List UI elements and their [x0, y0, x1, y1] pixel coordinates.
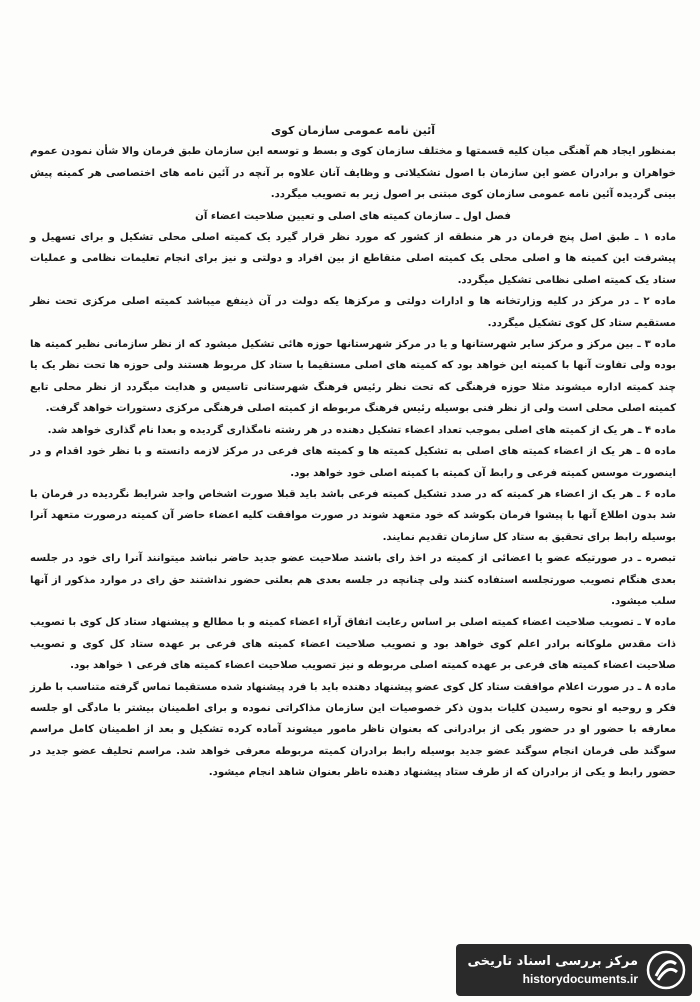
- article-6: ماده ۶ ـ هر یک از اعضاء هر کمیته که در صدد تشکیل کمیته فرعی باشد باید قبلا صورت اشخاص واجد شرایط نگردیده در فرمان با شد بدون اطلاع آنها با پیشوا فرمان بکوشد که خود متعهد شوند در صورت موافقت کلیه اعضاء حاضر آن کمیته درصورت متعهد آنرا بوسیله رابط برای تحقیق به ستاد کل سازمان تقدیم نمایند.: [30, 488, 676, 543]
- chapter-heading: فصل اول ـ سازمان کمیته های اصلی و تعیین صلاحیت اعضاء آن: [195, 210, 511, 222]
- watermark-text: [468, 953, 639, 987]
- article-3: ماده ۳ ـ بین مرکز و مرکز سایر شهرستانها و یا در مرکز شهرستانها حوزه هائی تشکیل میشود که از نظر سازمانی نظیر کمیته ها بوده ولی تفاوت آنها با کمیته این خواهد بود که کمیته های اصلی مستقیما با ستاد کل مربوط هستند ولی حوزه ها تحت نظر یک یا چند کمیته اداره میشوند مثلا حوزه فرهنگی که تحت نظر رئیس فرهنگ شهرستانی تاسیس و هدایت میگردد از نظر محلی تابع کمیته اصلی محلی است ولی از نظر فنی بوسیله رئیس فرهنگ مربوطه از کمیته اصلی فرهنگی مرکزی دستورات خواهد گرفت.: [30, 339, 677, 415]
- article-8: ماده ۸ ـ در صورت اعلام موافقت ستاد کل کوی عضو پیشنهاد دهنده باید با فرد پیشنهاد شده مستقیما تماس گرفته متناسب با طرز فکر و روحیه او نحوه رسیدن کلیات بدون ذکر خصوصیات این سازمان مذاکراتی نموده و برای اطمینان بیشتر با مادگی او جلسه معارفه با حضور او در حضور یکی از برادرانی که بعنوان ناظر مامور میشوند آماده کرده تشکیل و بعد از اطمینان کامل مراسم سوگند طی فرمان انجام سوگند عضو جدید بوسیله رابط برادران کمیته مربوطه معرفی خواهد شد. مراسم تحلیف عضو جدید در حضور رابط و یکی از برادران که از طرف ستاد پیشنهاد دهنده ناظر بعنوان شاهد انجام میشود.: [30, 681, 677, 779]
- archive-logo-icon: [646, 950, 686, 990]
- article-2: ماده ۲ ـ در مرکز در کلیه وزارتخانه ها و ادارات دولتی و مرکزها یکه دولت در آن ذینفع میباشد کمیته اصلی مرکزی تحت نظر مستقیم ستاد کل کوی تشکیل میگردد.: [30, 296, 676, 329]
- article-4: ماده ۴ ـ هر یک از کمیته های اصلی بموجب تعداد اعضاء تشکیل دهنده در هر رشته نامگذاری گردیده و بعدا نام گذاری خواهد شد.: [47, 424, 676, 436]
- article-1: ماده ۱ ـ طبق اصل پنج فرمان در هر منطقه از کشور که مورد نظر قرار گیرد یک کمیته اصلی محلی تشکیل و برای تسهیل و پیشرفت این کمیته ها و اصلی محلی یک کمیته اصلی متقاطع از بین افراد و دولتی و نیز برای انجام تعلیمات نظامی و عملیات ستاد یک کمیته اصلی نظامی تشکیل میگردد.: [30, 232, 677, 286]
- document-title: آئین نامه عمومی سازمان کوی: [270, 124, 436, 137]
- archive-watermark: [456, 944, 692, 996]
- note-paragraph: تبصره ـ در صورتیکه عضو یا اعضائی از کمیته در اخذ رای باشند صلاحیت عضو جدید حاضر نباشد میتوانند آنرا رای خود در جلسه بعدی هنگام تصویب صورتجلسه استفاده کنند ولی چنانچه در جلسه بعدی هم بعلتی حضور نداشتند حق رای در موارد مذکور از آنها سلب میشود.: [30, 553, 676, 607]
- watermark-name: مرکز بررسی اسناد تاریخی: [467, 954, 638, 969]
- paragraph-intro: بمنظور ایجاد هم آهنگی میان کلیه قسمتها و مختلف سازمان کوی و بسط و توسعه این سازمان طبق فرمان والا شأن نمودن عموم خواهران و برادران عضو این سازمان با اصول تشکیلاتی و وظایف آنان علاوه بر آنچه در آئین نامه های اختصاصی هر کمیته پیش بینی گردیده آئین نامه عمومی سازمان کوی مبتنی بر اصول زیر به تصویب میگردد.: [30, 146, 676, 201]
- article-5: ماده ۵ ـ هر یک از اعضاء کمیته های اصلی به تشکیل کمیته ها و کمیته های فرعی در مرکز لازمه دانسته و با نظر خود اقدام و در اینصورت موسس کمیته فرعی و رابط آن کمیته با کمیته اصلی خود خواهد بود.: [30, 446, 677, 479]
- article-7: ماده ۷ ـ تصویب صلاحیت اعضاء کمیته اصلی بر اساس رعایت اتفاق آراء اعضاء کمیته و با مطالع و پیشنهاد ستاد کل کوی با تصویب ذات مقدس ملوکانه برادر اعلم کوی خواهد بود و تصویب صلاحیت اعضاء کمیته های فرعی بر عهده ستاد کل کوی و تصویب صلاحیت اعضاء کمیته های فرعی بر عهده کمیته اصلی مربوطه و نیز تصویب صلاحیت اعضاء کمیته های فرعی ۱ خواهد بود.: [30, 617, 677, 672]
- document-body: [30, 120, 676, 784]
- watermark-site: historydocuments.ir: [522, 972, 638, 986]
